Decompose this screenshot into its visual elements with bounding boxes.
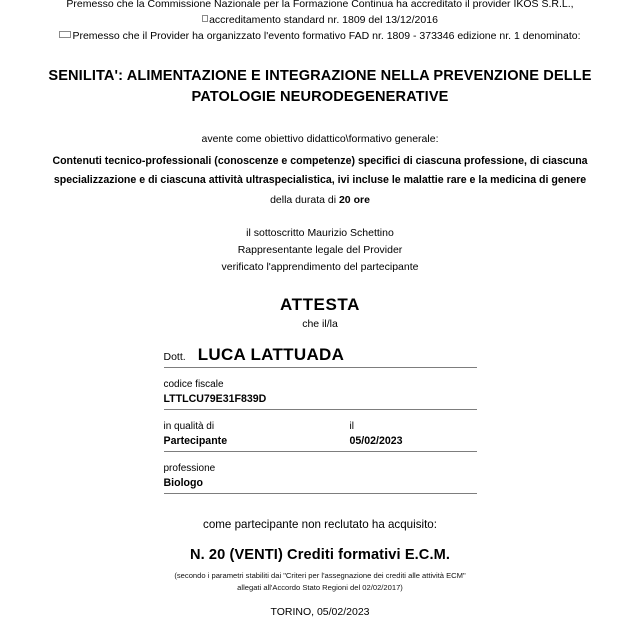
credits-amount: N. 20 (VENTI) Crediti formativi E.C.M. [189, 547, 451, 563]
objective-duration-prefix: della durata di [270, 194, 339, 206]
footer-section [0, 604, 640, 620]
participant-details-block [164, 345, 477, 494]
fiscal-code-value: LTTLCU79E31F839D [163, 393, 267, 405]
signer-name: il sottoscritto Maurizio Schettino [246, 227, 394, 239]
profession-label: professione [163, 463, 216, 474]
fiscal-code-row [164, 377, 477, 410]
profession-row [164, 461, 477, 494]
course-title-line-2: PATOLOGIE NEURODEGENERATIVE [191, 89, 449, 105]
credits-note-line-2: allegati all'Accordo Stato Regioni del 02/02/2017) [237, 583, 403, 592]
row-spacer [164, 452, 477, 461]
course-title-line-1: SENILITA': ALIMENTAZIONE E INTEGRAZIONE NELLA PREVENZIONE DELLE [48, 68, 592, 84]
missing-glyph-icon [59, 31, 71, 38]
objective-body-line-2: specializzazione e di ciascuna attività ultraspecialistica, ivi incluse le malattie rare e la medicina di genere [53, 174, 587, 186]
participant-name-row [164, 345, 477, 368]
role-column [164, 419, 350, 449]
preamble-section [0, 0, 640, 44]
credits-intro: come partecipante non reclutato ha acquisito: [203, 518, 437, 531]
signer-verification: verificato l'apprendimento del partecipante [221, 261, 419, 273]
participant-title-prefix: Dott. [163, 351, 186, 363]
date-column [350, 419, 477, 449]
fiscal-code-label: codice fiscale [163, 379, 224, 390]
role-and-date-row [164, 419, 477, 452]
attestation-section [0, 294, 640, 332]
objective-duration-value: 20 ore [338, 194, 370, 206]
date-label: il [349, 421, 354, 432]
profession-value: Biologo [163, 477, 203, 489]
course-title [0, 66, 640, 108]
date-value: 05/02/2023 [349, 435, 403, 447]
objective-body [0, 152, 640, 190]
row-spacer [164, 410, 477, 419]
preamble-line-3 [0, 28, 640, 44]
objective-body-line-1: Contenuti tecnico-professionali (conoscenze e competenze) specifici di ciascuna professione, di ciascuna [52, 155, 588, 167]
credits-section [0, 516, 640, 594]
signer-role: Rappresentante legale del Provider [237, 244, 403, 256]
attestation-heading: ATTESTA [279, 295, 361, 314]
credits-note-line-1: (secondo i parametri stabiliti dai "Criteri per l'assegnazione dei crediti alle attività ECM" [174, 571, 466, 580]
preamble-line-2-text: accreditamento standard nr. 1809 del 13/12/2016 [209, 14, 438, 26]
role-value: Partecipante [163, 435, 228, 447]
role-label: in qualità di [163, 421, 215, 432]
objective-intro: avente come obiettivo didattico\formativo generale: [201, 133, 439, 145]
attestation-subheading: che il/la [302, 318, 338, 330]
credits-note [0, 570, 640, 594]
row-spacer [164, 368, 477, 377]
preamble-line-1: Premesso che la Commissione Nazionale per la Formazione Continua ha accreditato il provider IKOS S.R.L., [66, 0, 574, 10]
objective-duration [0, 192, 640, 208]
footer-place-and-date: TORINO, 05/02/2023 [270, 606, 370, 618]
preamble-line-2 [0, 12, 640, 28]
objective-section [0, 131, 640, 208]
preamble-line-3-text: Premesso che il Provider ha organizzato l'evento formativo FAD nr. 1809 - 373346 edizione nr. 1 denominato: [72, 30, 581, 42]
missing-glyph-icon [202, 15, 208, 22]
signer-section [0, 225, 640, 276]
participant-full-name: LUCA LATTUADA [197, 345, 345, 364]
